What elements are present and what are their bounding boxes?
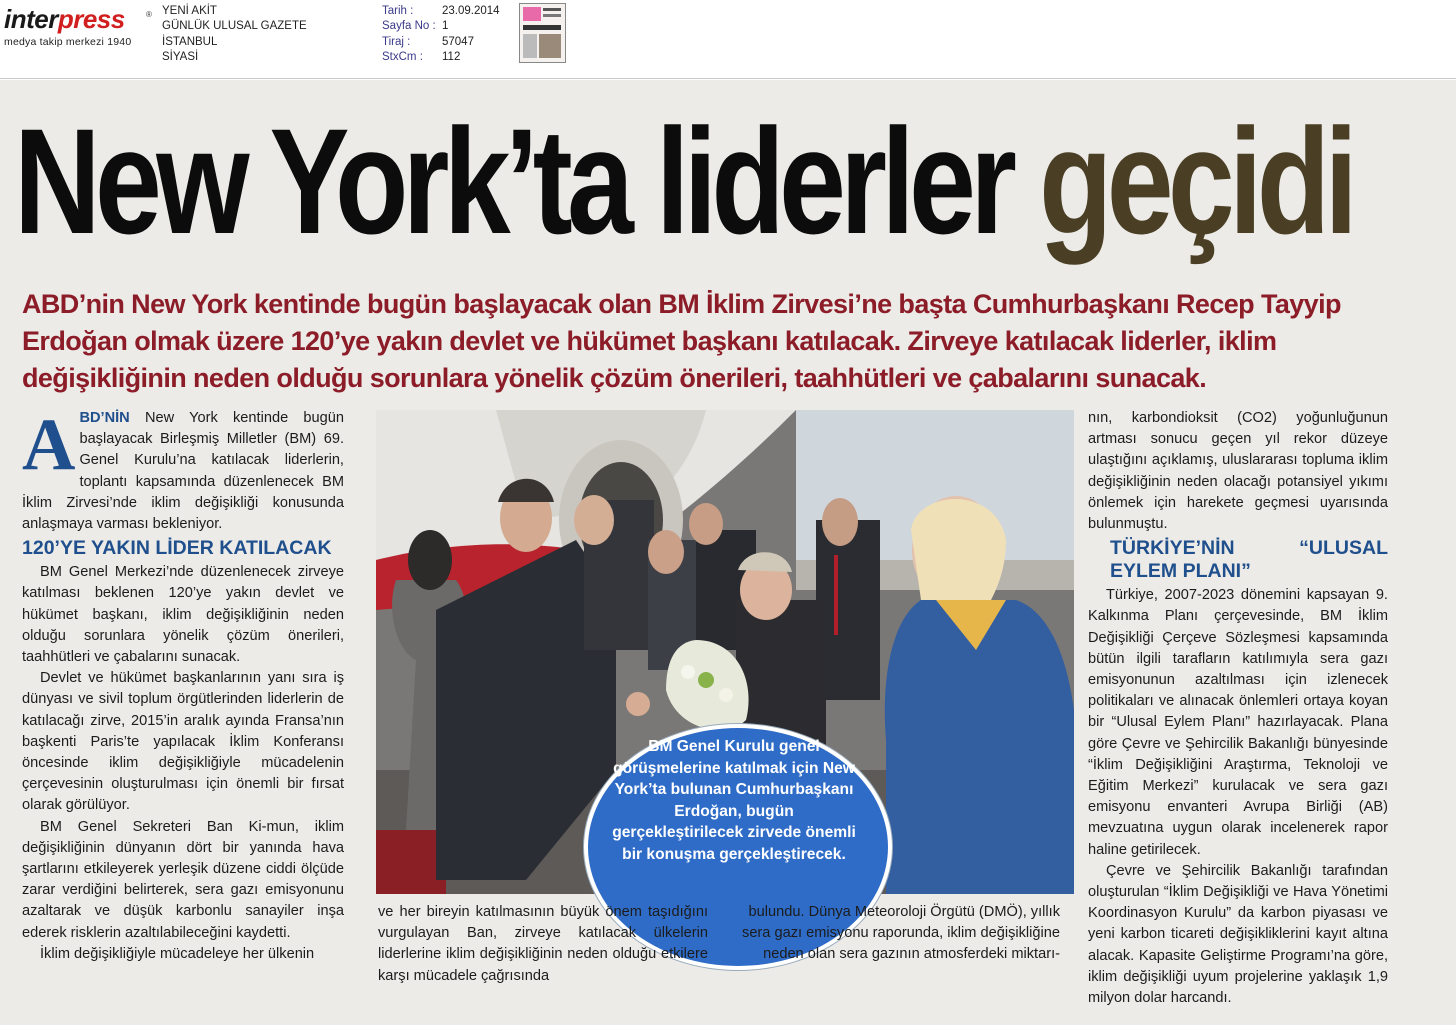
lead-word: BD’NİN	[79, 410, 130, 426]
field-values	[442, 4, 500, 65]
thumb-block	[523, 25, 561, 30]
interpress-logo	[4, 4, 152, 48]
publication-name: YENİ AKİT	[162, 5, 217, 17]
deck-summary: ABD’nin New York kentinde bugün başlayacak olan BM İklim Zirvesi’ne başta Cumhurbaşkanı Recep Tayyip Erdoğan olmak üzere 120’ye yakın devlet ve hükümet başkanı katılacak. Zirveye katılacak liderler, iklim değişikliğinin neden olduğu sorunlara yönelik çözüm önerileri, taahhütleri ve çabalarını sunacak.	[22, 289, 1341, 393]
below-photo-left	[378, 902, 708, 987]
below-photo-right	[732, 902, 1060, 966]
paragraph: İklim değişikliğiyle mücadeleye her ülkenin	[40, 945, 315, 962]
paragraph: BM Genel Merkezi’nde düzenlenecek zirveye katılması beklenen 120’ye yakın devlet ve hükümet başkanı, iklim değişikliğinin neden olduğu sorunlara yönelik çözüm önerileri, taahhütleri ve çabalarını sunacak.	[22, 564, 344, 666]
circulation-label: Tiraj :	[382, 35, 411, 48]
clipping-header	[0, 0, 1456, 78]
date-label: Tarih :	[382, 5, 414, 17]
thumb-block	[523, 7, 541, 21]
thumb-block	[543, 14, 561, 17]
thumb-block	[539, 34, 561, 58]
article-column-1	[22, 404, 344, 965]
date-value: 23.09.2014	[442, 5, 500, 17]
paragraph: Türkiye, 2007-2023 dönemini kapsayan 9. Kalkınma Planı çerçevesinde, BM İklim Değişikliği Çerçeve Sözleşmesi kapsamında bütün ilgili tarafların katılımıyla sera gazı emisyonunun azaltılması için izlenecek politikaları ve alınacak önlemleri ortaya koyan bir “Ulusal Eylem Planı” hazırlayacak. Plana göre Çevre ve Şehircilik Bakanlığı bünyesinde “İklim Değişikliğini Araştırma, Teknoloji ve Eğitim Merkezi” kurulacak ve sera gazı emisyonu envanteri Avrupa Birliği (AB) mevzuatına uygun olarak incelenerek rapor haline getirilecek.	[1088, 587, 1388, 858]
paragraph: BM Genel Sekreteri Ban Ki-mun, iklim değişikliğinin dünyanın dört bir yanında hava şartlarını etkileyerek yerleşik düzene ciddi ölçüde zarar verdiğini belirterek, sera gazı emisyonunu azaltarak ve düşük karbonlu sanayiler inşa ederek risklerin azaltılabileceğini kaydetti.	[22, 818, 344, 941]
subhead-120-leaders: 120’YE YAKIN LİDER KATILACAK	[22, 537, 332, 560]
drop-cap: A	[22, 404, 76, 486]
publication-type: GÜNLÜK ULUSAL GAZETE	[162, 20, 307, 33]
article-column-3	[1088, 408, 1388, 1009]
stxcm-value: 112	[442, 50, 461, 63]
paragraph: Çevre ve Şehircilik Bakanlığı tarafından oluşturulan “İklim Değişikliği ve Hava Yönetimi Koordinasyon Kurulu” da karbon piyasası ve yeni karbon ticareti değişikliklerini kayıt altına alacak. Kapasite Geliştirme Programı’na göre, iklim değişikliği uyum projelerine yaklaşık 1,9 milyon dolar harcandı.	[1088, 862, 1388, 1007]
logo-wordmark: interpress	[4, 4, 125, 34]
headline	[14, 92, 1353, 270]
paragraph: bulundu. Dünya Meteoroloji Örgütü (DMÖ), yıllık sera gazı emisyonu raporunda, iklim değişikliğine neden olan sera gazının atmosferdeki miktarı-	[742, 904, 1060, 963]
paragraph: nın, karbondioksit (CO2) yoğunluğunun artması sonucu geçen yıl rekor düzeye ulaştığını açıklamış, uluslararası topluma iklim değişikliğinin neden olacağı potansiyel yıkımı önlemek için harekete geçmesi uyarısında bulunmuştu.	[1088, 410, 1388, 533]
logo-tagline: medya takip merkezi 1940	[4, 36, 132, 48]
stxcm-label: StxCm :	[382, 50, 423, 63]
publication-info	[162, 4, 307, 65]
registered-mark: ®	[146, 10, 152, 19]
headline-main: New York’ta liderler	[14, 97, 1040, 265]
headline-accent: geçidi	[1039, 97, 1353, 265]
page-no-value: 1	[442, 20, 449, 33]
field-labels	[382, 4, 436, 65]
page-thumbnail[interactable]	[519, 3, 566, 63]
publication-section: SİYASİ	[162, 50, 199, 63]
subhead-national-action-plan: TÜRKİYE’NİN “ULUSAL EYLEM PLANI”	[1110, 537, 1388, 583]
page-no-label: Sayfa No :	[382, 20, 436, 33]
thumb-block	[543, 8, 561, 11]
lead-text: New York kentinde bugün başlayacak Birleşmiş Milletler (BM) 69. Genel Kurulu’na katılacak liderlerin, toplantı kapsamında düzenlenecek BM İklim Zirvesi’nde iklim değişikliği konusunda anlaşmaya varması bekleniyor.	[22, 410, 344, 533]
header-divider	[0, 78, 1456, 79]
paragraph: ve her bireyin katılmasının büyük önem taşıdığını vurgulayan Ban, zirveye katılacak ülkelerin liderlerine iklim değişikliğinin neden olduğu etkilere karşı mücadele çağrısında	[378, 904, 708, 984]
circulation-value: 57047	[442, 35, 474, 48]
photo-caption: BM Genel Kurulu genel görüşmelerine katılmak için New York’ta bulunan Cumhurbaşkanı Erdoğan, bugün gerçekleştirilecek zirvede önemli bir konuşma gerçekleştirecek.	[612, 738, 856, 863]
publication-city: İSTANBUL	[162, 35, 218, 48]
thumb-block	[523, 34, 537, 58]
paragraph: Devlet ve hükümet başkanlarının yanı sıra iş dünyası ve sivil toplum örgütlerinden liderlerin de katılacağı zirve, 2015’in aralık ayında Fransa’nın başkenti Paris’te yapılacak İklim Konferansı öncesinde iklim değişikliğiyle mücadelenin çerçevesinin oluşturulması için önemli bir fırsat olarak görülüyor.	[22, 670, 344, 814]
